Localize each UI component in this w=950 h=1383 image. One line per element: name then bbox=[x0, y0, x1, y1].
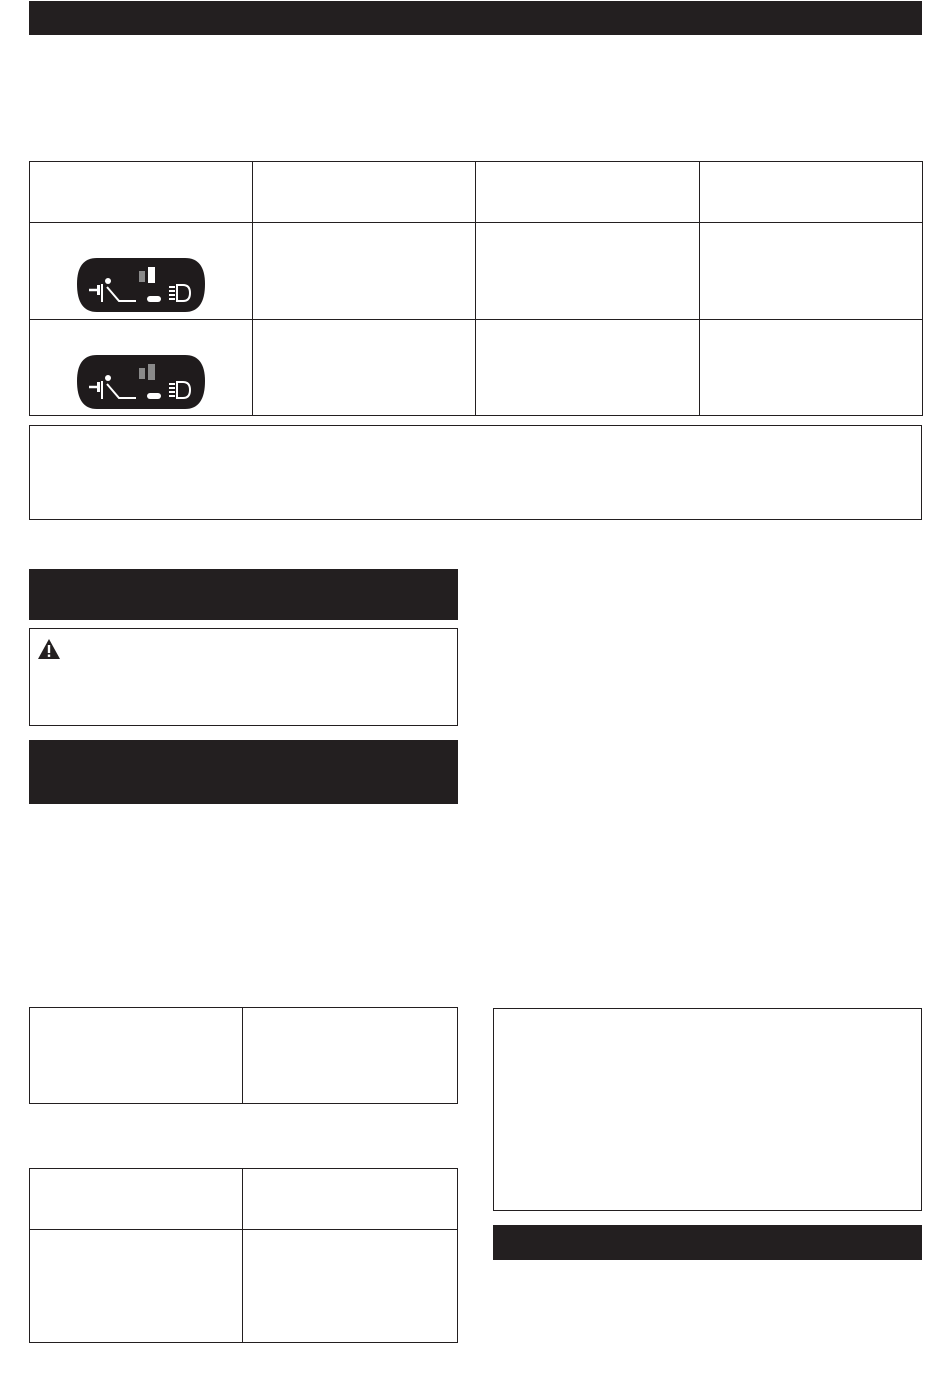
section-header-bar bbox=[29, 740, 458, 804]
table-cell bbox=[30, 1169, 243, 1230]
mode-indicator-panel-icon bbox=[77, 351, 205, 411]
table-cell bbox=[253, 223, 476, 320]
table-cell bbox=[30, 1230, 243, 1343]
indicator-table bbox=[29, 161, 923, 416]
spec-table bbox=[29, 1168, 458, 1343]
table-row bbox=[30, 1230, 458, 1343]
mode-indicator-panel-icon bbox=[77, 254, 205, 314]
header-cell bbox=[30, 162, 253, 223]
indicator-table-header-row bbox=[30, 162, 923, 223]
note-box bbox=[493, 1008, 922, 1211]
note-box bbox=[29, 425, 922, 520]
table-cell bbox=[700, 320, 923, 416]
indicator-table-row bbox=[30, 223, 923, 320]
section-header-bar bbox=[29, 569, 458, 620]
table-cell bbox=[476, 223, 700, 320]
table-cell bbox=[253, 320, 476, 416]
header-cell bbox=[700, 162, 923, 223]
table-cell bbox=[243, 1230, 458, 1343]
table-cell bbox=[243, 1169, 458, 1230]
spec-table bbox=[29, 1007, 458, 1104]
table-cell bbox=[476, 320, 700, 416]
section-header-bar bbox=[493, 1225, 922, 1260]
indicator-table-row bbox=[30, 320, 923, 416]
warning-triangle-icon bbox=[37, 638, 61, 660]
header-cell bbox=[253, 162, 476, 223]
table-cell bbox=[30, 1008, 243, 1104]
table-row bbox=[30, 1169, 458, 1230]
panel-cell bbox=[30, 223, 253, 320]
header-cell bbox=[476, 162, 700, 223]
table-row bbox=[30, 1008, 458, 1104]
table-cell bbox=[243, 1008, 458, 1104]
panel-cell bbox=[30, 320, 253, 416]
warning-box bbox=[29, 628, 458, 726]
table-cell bbox=[700, 223, 923, 320]
top-header-bar bbox=[29, 1, 922, 35]
